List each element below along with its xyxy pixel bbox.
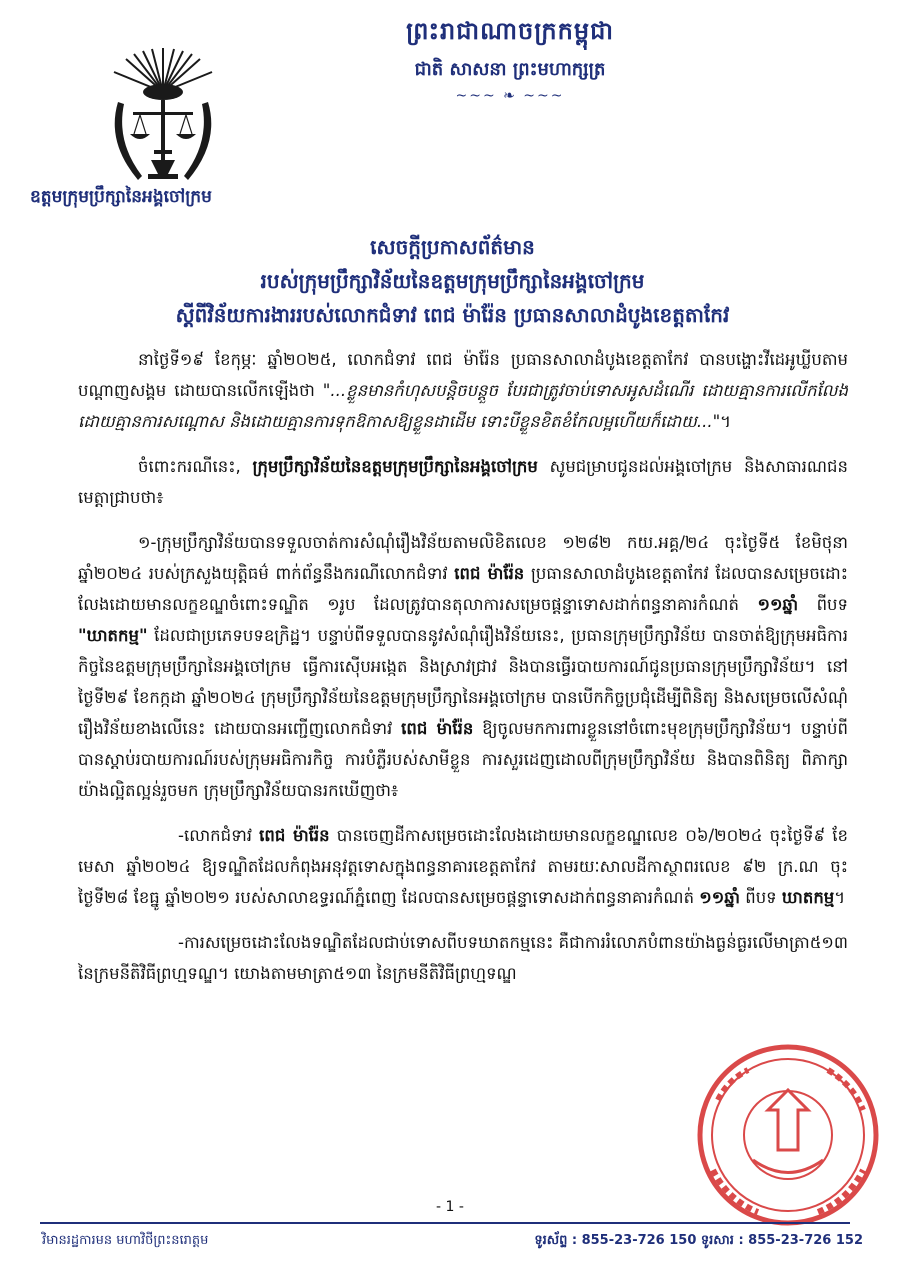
p4-name: ពេជ ម៉ារ៉ែន [259, 826, 330, 845]
paragraph-5: -ការសម្រេចដោះលែងទណ្ឌិតដែលជាប់ទោសពីបទឃាតកម្មនេះ គឺជាការរំលោភបំពានយ៉ាងធ្ងន់ធ្ងរលើមាត្រា៥១៣ នៃក្រមនីតិវិធីព្រហ្មទណ្ឌ។ យោងតាមមាត្រា៥១៣ នៃក្រមនីតិវិធីព្រហ្មទណ្ឌ [78, 933, 848, 983]
p3-a: ១-ក្រុមប្រឹក្សាវិន័យបានទទួលចាត់ការសំណុំរឿងវិន័យតាមលិខិតលេខ ១២៨២ កយ.អគ្គ/២៤ ចុះថ្ងៃទី៥ ខែមិថុនា ឆ្នាំ២០២៤ របស់ក្រសួងយុត្តិធម៌ ពាក់ព័ន្ធនឹងករណីលោកជំទាវ [78, 533, 848, 583]
kingdom-name: ព្រះរាជាណាចក្រកម្ពុជា [406, 16, 614, 45]
paragraph-1 [78, 344, 848, 437]
p4-crime: ឃាតកម្ម [781, 888, 835, 907]
footer-address: វិមានរដ្ឋការមន មហាវិថីព្រះនរោត្តម [42, 1233, 209, 1248]
p3-crime: "ឃាតកម្ម" [78, 626, 148, 645]
p2-council: ក្រុមប្រឹក្សាវិន័យនៃឧត្តមក្រុមប្រឹក្សានៃអង្គចៅក្រម [252, 457, 538, 476]
p3-years: ១១ឆ្នាំ [757, 595, 799, 614]
p3-c: ពីបទ [798, 595, 848, 614]
kingdom-header [360, 16, 660, 104]
document-body [78, 344, 848, 1003]
p2-a: ចំពោះករណីនេះ, [138, 457, 253, 476]
title-line-3: ស្តីពីវិន័យការងាររបស់លោកជំទាវ ពេជ ម៉ារ៉ែន ប្រធានសាលាដំបូងខេត្តតាកែវ [175, 303, 730, 327]
p3-name: ពេជ ម៉ារ៉ែន [454, 564, 525, 583]
p3-d: ដែលជាប្រភេទបទឧក្រិដ្ឋ។ បន្ទាប់ពីទទួលបាននូវសំណុំរឿងវិន័យនេះ, ប្រធានក្រុមប្រឹក្សាវិន័យ បានចាត់ឱ្យក្រុមអធិការកិច្ចនៃឧត្តមក្រុមប្រឹក្សានៃអង្គចៅក្រម ធ្វើការស៊ើបអង្កេត និងស្រាវជ្រាវ និងបានធ្វើរបាយការណ៍ជូនប្រធានក្រុមប្រឹក្សាវិន័យ។ នៅថ្ងៃទី២៩ ខែកក្កដា ឆ្នាំ២០២៤ ក្រុមប្រឹក្សាវិន័យនៃឧត្តមក្រុមប្រឹក្សានៃអង្គចៅក្រម បានបើកកិច្ចប្រជុំដើម្បីពិនិត្យ និងសម្រេចលើសំណុំរឿងវិន័យខាងលើនេះ ដោយបានអញ្ជើញលោកជំទាវ [78, 626, 848, 738]
p3-b: ប្រធានសាលាដំបូងខេត្តតាកែវ ដែលបានសម្រេចដោះលែងដោយមានលក្ខខណ្ឌចំពោះទណ្ឌិត ១រូប ដែលត្រូវបានតុលាការសម្រេចផ្តន្ទាទោសដាក់ពន្ធនាគារកំណត់ [78, 564, 848, 614]
document-title [60, 230, 845, 332]
ornament-divider: ~~~ ❧ ~~~ [455, 88, 565, 104]
official-seal-icon [658, 1040, 888, 1230]
p1-end: ។ [720, 412, 732, 431]
p1-quote: "...ខ្លួនមានកំហុសបន្តិចបន្តួច បែរជាត្រូវចាប់ទោសអូសដំណើរ ដោយគ្មានការលើកលែង ដោយគ្មានការសណ្តោស និងដោយគ្មានការទុកឱកាសឱ្យខ្លួនដាដើម ទោះបីខ្លួនខិតខំកែលម្អហើយក៏ដោយ..." [78, 381, 848, 431]
footer-divider [40, 1222, 850, 1224]
emblem-icon [88, 42, 238, 192]
national-motto: ជាតិ សាសនា ព្រះមហាក្សត្រ [414, 59, 606, 80]
p1-intro: នាថ្ងៃទី១៩ ខែកុម្ភៈ ឆ្នាំ២០២៥, លោកជំទាវ ពេជ ម៉ារ៉ែន ប្រធានសាលាដំបូងខេត្តតាកែវ បានបង្ហោះវីដេអូឃ្លីបតាមបណ្តាញសង្គម ដោយបានលើកឡើងថា [78, 350, 848, 400]
p4-a: -លោកជំទាវ [178, 826, 260, 845]
p4-years: ១១ឆ្នាំ [699, 888, 740, 907]
p4-c: ពីបទ [739, 888, 782, 907]
p2-c: សូមជម្រាបជូនដល់អង្គចៅក្រម និងសាធារណជន មេត្តាជ្រាបថា៖ [78, 457, 848, 507]
title-line-1: សេចក្តីប្រកាសព័ត៌មាន [370, 235, 535, 259]
p3-e: ឱ្យចូលមកការពារខ្លួននៅចំពោះមុខក្រុមប្រឹក្សាវិន័យ។ បន្ទាប់ពីបានស្តាប់របាយការណ៍របស់ក្រុមអធិការកិច្ច ការបំភ្លឺរបស់សាមីខ្លួន ការសួរដេញដោលពីក្រុមប្រឹក្សាវិន័យ និងបានពិនិត្យ ពិភាក្សាយ៉ាងល្អិតល្អន់រួចមក ក្រុមប្រឹក្សាវិន័យបានរកឃើញថា៖ [78, 719, 848, 800]
paragraph-4 [78, 820, 848, 913]
p4-end: ។ [834, 888, 846, 907]
page-number: - 1 - [436, 1199, 464, 1215]
p3-name-2: ពេជ ម៉ារ៉ែន [401, 719, 474, 738]
paragraph-2 [78, 451, 848, 513]
p4-b: បានចេញដីកាសម្រេចដោះលែងដោយមានលក្ខខណ្ឌលេខ ០៦/២០២៤ ចុះថ្ងៃទី៩ ខែមេសា ឆ្នាំ២០២៤ ឱ្យទណ្ឌិតដែលកំពុងអនុវត្តទោសក្នុងពន្ធនាគារខេត្តតាកែវ តាមរយៈសាលដីកាស្ថាពរលេខ ៩២ ក្រ.ណ ចុះថ្ងៃទី២៨ ខែធ្នូ ឆ្នាំ២០២១ របស់សាលាឧទ្ធរណ៍ភ្នំពេញ ដែលបានសម្រេចផ្តន្ទាទោសដាក់ពន្ធនាគារកំណត់ [78, 826, 849, 907]
footer-contact: ទូរស័ព្ទ : 855-23-726 150 ទូរសារ : 855-23-726 152 [534, 1233, 863, 1248]
title-line-2: របស់ក្រុមប្រឹក្សាវិន័យនៃឧត្តមក្រុមប្រឹក្សានៃអង្គចៅក្រម [260, 269, 645, 293]
institution-name: ឧត្តមក្រុមប្រឹក្សានៃអង្គចៅក្រម [30, 187, 212, 207]
paragraph-3 [78, 527, 848, 806]
